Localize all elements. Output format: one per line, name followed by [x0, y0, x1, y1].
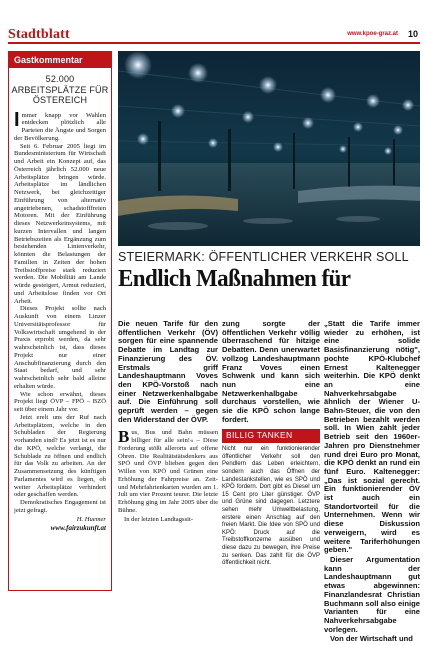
sidebar-title-line: ÖSTEREICH	[32, 95, 88, 105]
article-paragraph: In der letzten Landtagssit-	[124, 515, 194, 523]
masthead-rule	[8, 42, 420, 44]
guest-commentary-sidebar	[8, 51, 112, 591]
article-paragraph: Bus, Bus und Bahn müssen billiger für alle sein!« – Diese Forderung stößt allerorts auf offene Ohren. Die Realitätstätsdenkers aus SPÖ und ÖVP blieben gegen den Willen von KPÖ und Grünen eine Erhöhung der Fahrpreise an. Zeit- und Mehrfahrtenkarten wurden am 1. Juli um vier Prozent teurer. Die letzte Erhöhung ging im Jahr 2005 über die Bühne.	[118, 427, 218, 514]
station-lights-image	[118, 51, 420, 246]
signature: H. Huemer	[76, 515, 106, 523]
sidebar-paragraph: Seit 6. Februar 2005 liegt im Bundesministerium für Wirtschaft und Arbeit ein Konzept auf, das Österreich jährlich 52.000 neue Arbeitsplätze bringen würde. Arbeitsplätze im ländlichen Netzwerk, bei gleichzeitiger Einführung von alternativ angetriebenen, schadstofffreien Motoren. Mit der Einführung dieses Netzwerkeinsystems, mit kurzen Intervallen und langen Betriebszeiten als Ergänzung zum bestehenden Linienverkehr, könnten die Belastungen der Familien in Zeiten der hohen Treibstoffpreise stark reduziert werden. Die Mobilität am Lande würde gesteigert, Armut reduziert, und Arbeitslose finden vor Ort Arbeit.	[14, 142, 106, 305]
sidebar-paragraph: Immer knapp vor Wahlen entdecken plötzlich alle Parteien die Ängste und Sorgen der Bevölkerung.	[14, 108, 106, 142]
article-column-2	[222, 320, 320, 568]
dropcap: B	[118, 427, 130, 447]
article-lead: Die neuen Tarife für den öffentlichen Verkehr (ÖV) sorgen für eine spannende Debatte im Landtag zur Finanzierung des ÖV. Erstmals griff Landeshauptmann Voves den KPÖ-Vorstoß nach einer Netzwerkenhalbgabe auf. Die Einführung soll geprüft werden – gegen den Widerstand der ÖVP.	[118, 319, 218, 424]
sidebar-title-line: ARBEITSPLÄTZE FÜR	[11, 84, 109, 95]
page-number: 10	[407, 29, 418, 39]
masthead-url[interactable]: www.kpoe-graz.at	[347, 31, 398, 37]
article-paragraph: „Statt die Tarife immer wieder zu erhöhen, ist eine solide Basisfinanzierung nötig", pochte KPÖ-Klubchef Ernest Kaltenegger weiterhin. Die KPÖ denkt an eine Nahverkehrsabgabe ähnlich der Wiener U-Bahn-Steuer, die von den Betrieben bezahlt werden soll. In Wien zahlt jeder Betrieb seit den 1960er-Jahren pro Dienstnehmer rund drei Euro pro Monat, die KPÖ denkt an rund ein fünf Euro. Kaltenegger: „Das ist sozial gerecht. Ein funktionierender ÖV ist auch ein Standortvorteil für die Unternehmen. Wenn wir diese Diskussion verweigern, wird es weitere Tariferhöhungen geben."	[324, 319, 420, 555]
sidebar-paragraph: Jetzt erelt uns der Ruf nach Arbeitsplätzen, welche in den Schubladen der Regierung vorhanden sind? Es jetzt ist es nur die KPÖ, welche verlangt, die Schublade zu öffnen und endlich für das Volk zu arbeiten. An der Zusammensetzung des künftigen Parlamentes wird es liegen, ob weiter Arbeitsplätze verhindert oder geschaffen werden.	[14, 413, 106, 499]
sidebar-body	[9, 106, 111, 515]
box-body: Nicht nur ein funktionierender öffentlicher Verkehr soll den Pendlern das Leben erleichtern, sondern auch das Öffnen der Landestankstellen, wie es SPÖ und KPÖ fordern. Dort gibt es Diesel um 15 Cent pro Liter günstiger. ÖVP und Grüne sind dagegen. Letztere sehen mehr Umweltbelastung, erstere einen Anschlag auf den freien Markt. Die Idee von SPÖ und KPÖ: Druck auf die Treibstoffkonzerne ausüben und diese dazu zu bewegen, ihre Preise zu senken. Das zahlt für die ÖVP öffentlichkeit nicht.	[222, 446, 320, 567]
article-headline: Endlich Maßnahmen für	[118, 266, 351, 292]
sidebar-title	[9, 74, 111, 106]
sidebar-paragraph: Demokratisches Engagement ist jetzt gefragt.	[14, 499, 106, 514]
article-paragraph: Dieser Argumentation kann der Landeshauptmann gut etwas abgewinnen: Finanzlandesrat Christian Buchmann soll also einige Varianten für eine Nahverkehrsabgabe vorlegen.	[324, 554, 420, 634]
signature-url[interactable]: www.fairzukunft.at	[50, 523, 106, 532]
station-photo	[118, 51, 420, 246]
sidebar-paragraph: Dieses Projekt sollte nach Auskunft von einem Linzer Universitätsprofessor für Volkswirtschaft umgehend in der Praxis erprobt werden, da sehr wahrscheinlich ist, dass dieses Projekt nur einer Anschubfinanzierung durch den Staat bedarf, und sehr wahrscheinlich sehr bald alleine erhalten würde.	[14, 305, 106, 390]
article-column-3	[324, 320, 420, 645]
dropcap: I	[14, 108, 20, 131]
sidebar-paragraph: Wie schon erwähnt, dieses Projekt liegt ÖVP – FPÖ – BZÖ seit über einem Jahr vor.	[14, 390, 106, 413]
masthead-logo: Stadtblatt	[8, 27, 70, 42]
article-paragraph: Von der Wirtschaft und	[330, 634, 413, 644]
sidebar-header: Gastkommentar	[9, 52, 111, 68]
sidebar-title-line: 52.000	[45, 74, 75, 84]
masthead	[0, 0, 428, 44]
box-header: BILLIG TANKEN	[222, 429, 320, 443]
article-column-1	[118, 320, 218, 524]
article-kicker: STEIERMARK: ÖFFENTLICHER VERKEHR SOLL	[118, 250, 409, 264]
article-paragraph: zung sorgte der öffentlichen Verkehr völlig überraschend für hitzige Debatten. Denn unerwartet vollzog Landeshauptmann Franz Voves einen Schwenk und kann sich nun eine Netzwerkenhalbgabe durchaus vorstellen, wie sie die KPÖ schon lange fordert.	[222, 319, 320, 424]
